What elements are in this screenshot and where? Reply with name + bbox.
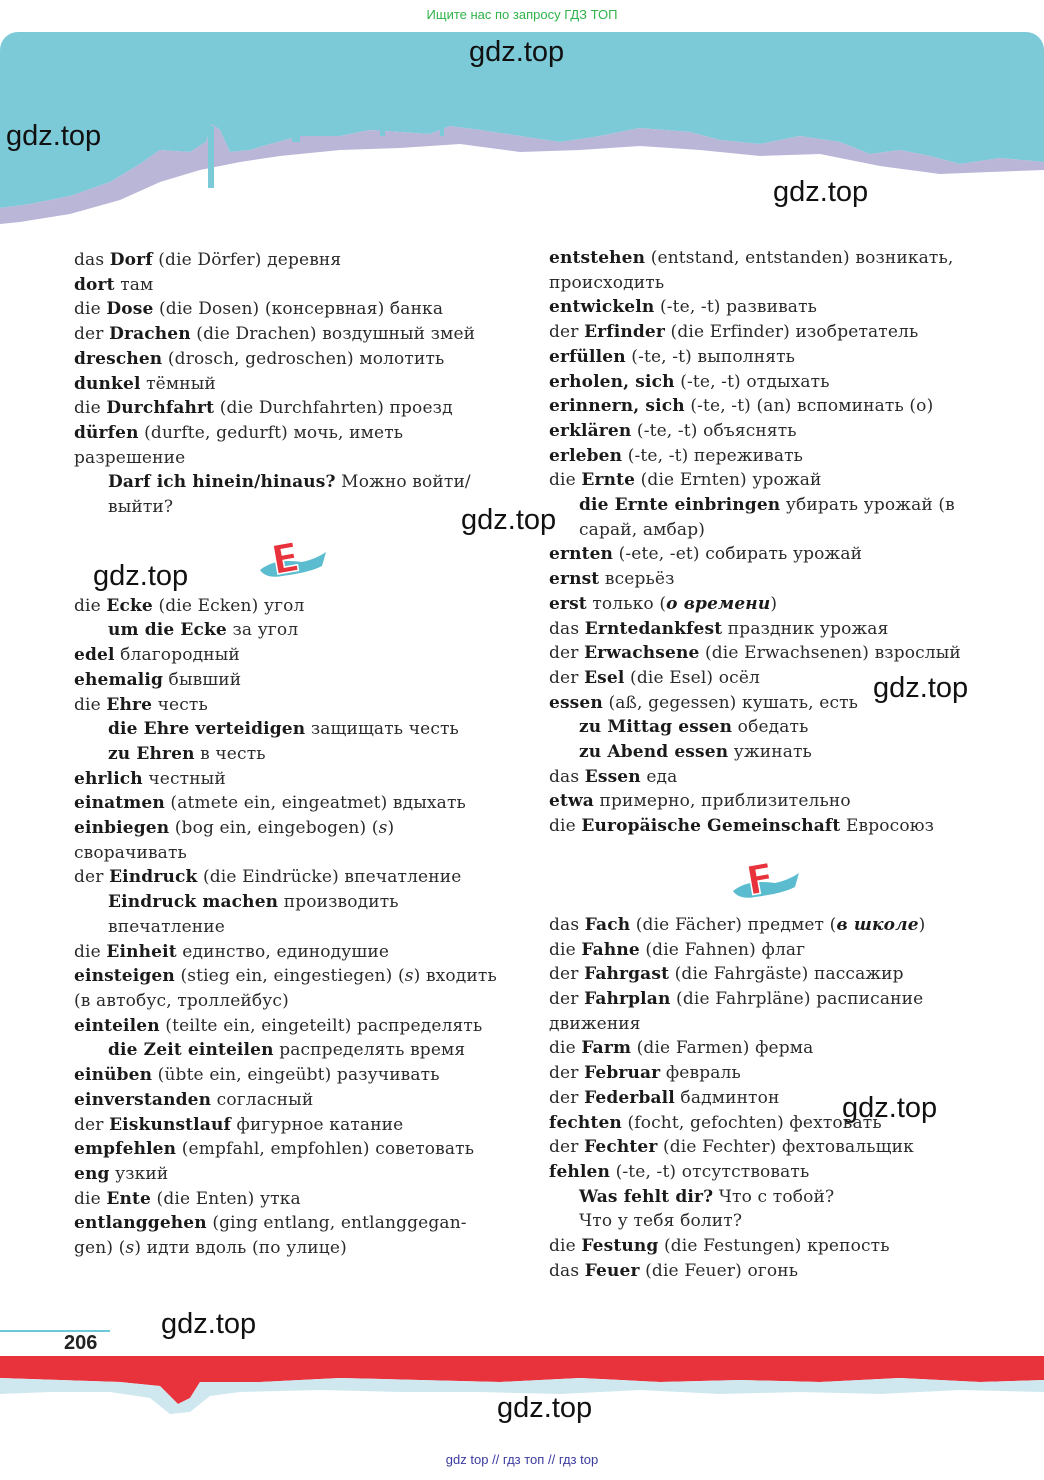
entry: ernst всерьёз — [549, 569, 675, 590]
phrase: zu Mittag essen обедать — [579, 717, 809, 738]
entry: der Fahrplan (die Fahrpläne) расписание движения — [549, 988, 924, 1034]
svg-text:F: F — [743, 854, 779, 905]
entry: das Essen еда — [549, 766, 678, 787]
entry: die Festung (die Festungen) крепость — [549, 1236, 890, 1257]
entry: fechten (focht, gefochten) фехтовать — [549, 1112, 882, 1133]
entry: erfüllen (-te, -t) выполнять — [549, 346, 796, 367]
watermark: gdz.top — [461, 504, 557, 536]
letter-e-block — [74, 520, 504, 594]
entry: erklären (-te, -t) объяснять — [549, 420, 797, 441]
entry: ehemalig бывший — [74, 669, 242, 690]
entry: die Europäische Gemeinschaft Евросоюз — [549, 816, 935, 837]
entry: einteilen (teilte ein, eingeteilt) распределять — [74, 1015, 483, 1036]
entry: die Durchfahrt (die Durchfahrten) проезд — [74, 398, 453, 419]
entry: einverstanden согласный — [74, 1089, 314, 1110]
entry: entwickeln (-te, -t) развивать — [549, 297, 818, 318]
letter-f-block — [549, 839, 989, 913]
entry: die Ecke (die Ecken) угол — [74, 595, 305, 616]
entry: empfehlen (empfahl, empfohlen) советовать — [74, 1139, 475, 1160]
entry: dort там — [74, 274, 154, 295]
letter-f-icon — [731, 851, 801, 909]
entry: erinnern, sich (-te, -t) (an) вспоминать (о) — [549, 396, 934, 417]
entry: dunkel тёмный — [74, 373, 216, 394]
entry: etwa примерно, приблизительно — [549, 791, 851, 812]
dictionary-page — [0, 32, 1044, 1428]
entry: die Einheit единство, единодушие — [74, 941, 390, 962]
footer-decoration — [0, 1352, 1044, 1428]
left-column — [74, 248, 504, 1261]
entry: einüben (übte ein, eingeübt) разучивать — [74, 1065, 440, 1086]
entry: das Fach (die Fächer) предмет (в школе) — [549, 914, 926, 935]
entry: die Ehre честь — [74, 694, 208, 715]
entry: der Fechter (die Fechter) фехтовальщик — [549, 1137, 914, 1158]
entry: das Feuer (die Feuer) огонь — [549, 1260, 799, 1281]
bottom-banner-sep: // — [547, 1452, 556, 1467]
watermark: gdz.top — [842, 1092, 938, 1124]
watermark: gdz.top — [873, 672, 969, 704]
entry-continuation: gen) (s) идти вдоль (по улице) — [74, 1238, 347, 1259]
entry: der Eiskunstlauf фигурное катание — [74, 1114, 404, 1135]
bottom-banner-item[interactable]: gdz top — [445, 1452, 489, 1467]
entry: eng узкий — [74, 1163, 169, 1184]
entry: der Februar февраль — [549, 1063, 741, 1084]
entry: einatmen (atmete ein, eingeatmet) вдыхать — [74, 793, 466, 814]
watermark: gdz.top — [6, 120, 102, 152]
entry: die Ente (die Enten) утка — [74, 1188, 301, 1209]
bottom-banner-sep: // — [492, 1452, 500, 1467]
entry: essen (aß, gegessen) кушать, есть — [549, 692, 859, 713]
svg-text:E: E — [268, 534, 304, 585]
entry: einsteigen (stieg ein, eingestiegen) (s) входить (в автобус, троллейбус) — [74, 966, 497, 1011]
entry: das Dorf (die Dörfer) деревня — [74, 250, 342, 270]
page-number: 206 — [64, 1332, 98, 1354]
entry: die Farm (die Farmen) ферма — [549, 1038, 814, 1059]
entry: ehrlich честный — [74, 768, 226, 789]
entry: die Dose (die Dosen) (консервная) банка — [74, 299, 444, 320]
watermark: gdz.top — [773, 176, 869, 208]
phrase: um die Ecke за угол — [108, 620, 299, 641]
phrase: Darf ich hinein/hinaus? Можно войти/выйти? — [108, 472, 471, 518]
entry: fehlen (-te, -t) отсутствовать — [549, 1161, 810, 1182]
phrase: die Ehre verteidigen защищать честь — [108, 719, 459, 740]
top-banner: Ищите нас по запросу ГДЗ ТОП — [426, 7, 618, 22]
phrase: zu Abend essen ужинать — [579, 742, 812, 763]
phrase: die Ernte einbringen убирать урожай (в сарай, амбар) — [579, 495, 955, 540]
watermark: gdz.top — [497, 1392, 593, 1424]
entry: einbiegen (bog ein, eingebogen) (s) сворачивать — [74, 818, 395, 863]
watermark: gdz.top — [161, 1308, 257, 1340]
phrase: die Zeit einteilen распределять время — [108, 1040, 466, 1061]
entry: dürfen (durfte, gedurft) мочь, иметь разрешение — [74, 422, 404, 468]
letter-e-icon — [258, 530, 328, 588]
bottom-banner-item[interactable]: гдз top — [558, 1452, 599, 1467]
entry: der Fahrgast (die Fahrgäste) пассажир — [549, 964, 904, 985]
entry: der Federball бадминтон — [549, 1087, 780, 1108]
entry: erholen, sich (-te, -t) отдыхать — [549, 371, 830, 392]
entry: erleben (-te, -t) переживать — [549, 445, 804, 466]
entry: edel благородный — [74, 645, 240, 666]
entry: entstehen (entstand, entstanden) возникать, происходить — [549, 248, 954, 293]
entry: der Erwachsene (die Erwachsenen) взрослый — [549, 643, 961, 664]
bottom-banner-item[interactable]: гдз топ — [502, 1452, 545, 1467]
right-column — [549, 246, 989, 1283]
entry: dreschen (drosch, gedroschen) молотить — [74, 348, 445, 369]
entry: die Ernte (die Ernten) урожай — [549, 470, 822, 491]
entry: das Erntedankfest праздник урожая — [549, 618, 889, 639]
phrase: zu Ehren в честь — [108, 743, 266, 764]
entry: entlanggehen (ging entlang, entlanggegan- — [74, 1213, 467, 1234]
entry: ernten (-ete, -et) собирать урожай — [549, 544, 863, 565]
phrase: Eindruck machen производить впечатление — [108, 892, 399, 937]
entry: erst только (о времени) — [549, 593, 778, 614]
bottom-banner — [0, 1452, 1044, 1474]
entry: die Fahne (die Fahnen) флаг — [549, 939, 806, 960]
entry: der Esel (die Esel) осёл — [549, 667, 760, 688]
watermark: gdz.top — [93, 560, 189, 592]
phrase: Was fehlt dir? Что с тобой? Что у тебя болит? — [579, 1186, 835, 1232]
entry: der Erfinder (die Erfinder) изобретатель — [549, 322, 919, 343]
watermark: gdz.top — [469, 36, 565, 68]
entry: der Eindruck (die Eindrücke) впечатление — [74, 867, 462, 888]
entry: der Drachen (die Drachen) воздушный змей — [74, 324, 476, 345]
